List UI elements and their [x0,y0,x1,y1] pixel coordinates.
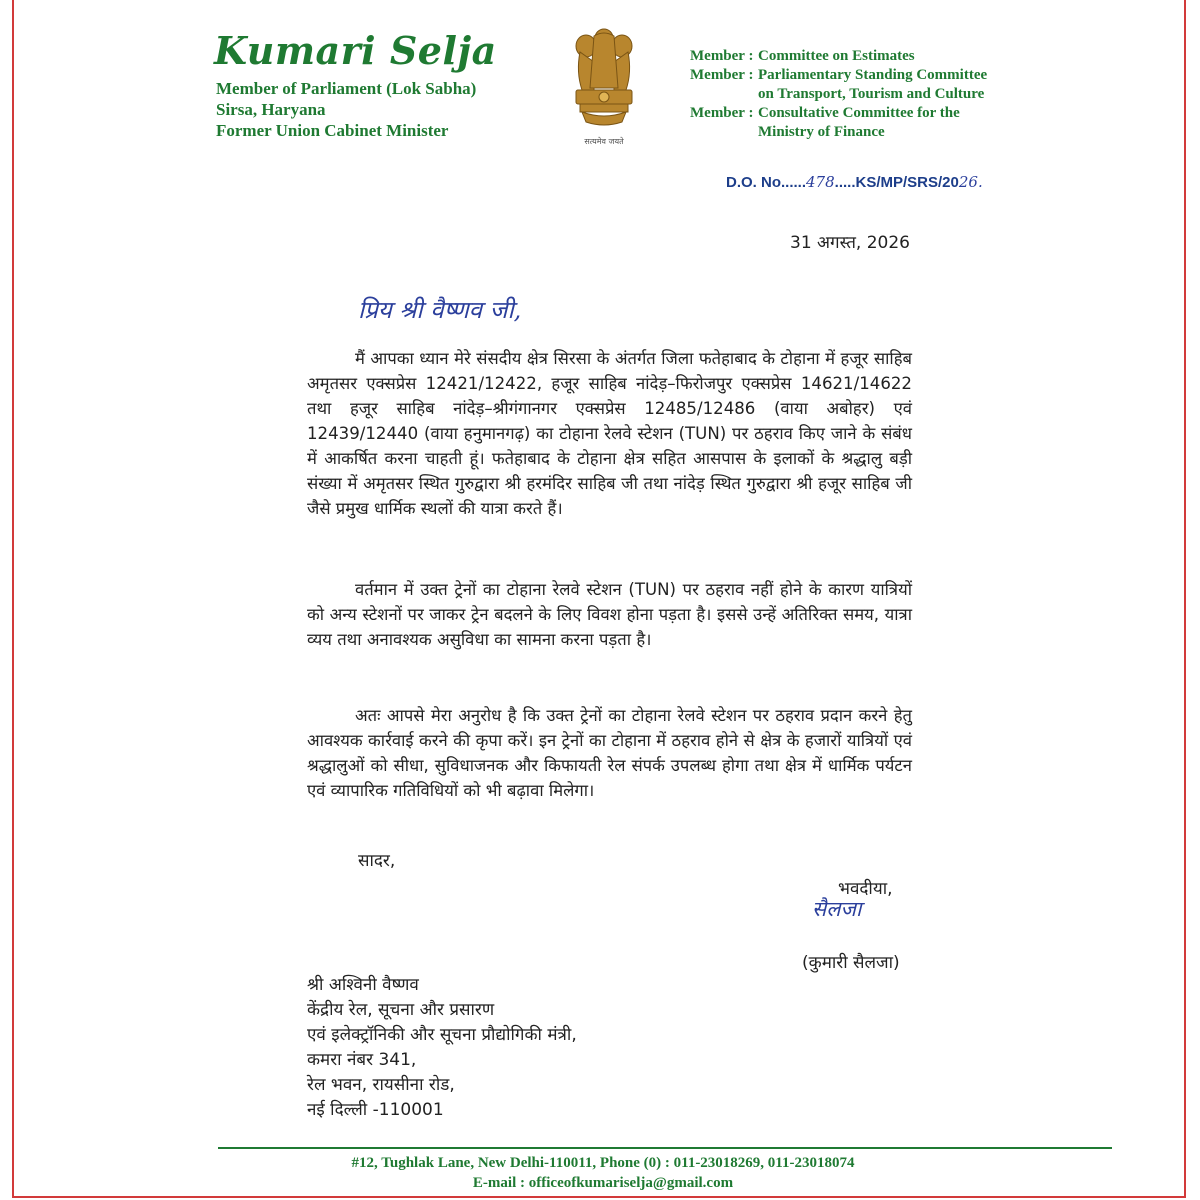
closing: सादर, [358,851,396,871]
reference-prefix: D.O. No. [726,174,786,191]
national-emblem-icon [564,22,644,152]
membership-label: Member : [690,105,754,121]
membership-row [690,47,987,66]
footer-address: #12, Tughlak Lane, New Delhi-110011, Phone (0) : 011-23018269, 011-23018074 [351,1155,855,1171]
body-paragraph: वर्तमान में उक्त ट्रेनों का टोहाना रेलवे स्टेशन (TUN) पर ठहराव नहीं होने के कारण यात्रियों को अन्य स्टेशनों पर जाकर ट्रेन बदलने के लिए विवश होना पड़ता है। इससे उन्हें अतिरिक्त समय, यात्रा व्यय तथा अनावश्यक असुविधा का सामना करना पड़ता है। [307,580,912,649]
reference-year-suffix: 26. [958,173,983,191]
letterhead-designations [216,78,476,141]
recipient-line: एवं इलेक्ट्रॉनिकी और सूचना प्रौद्योगिकी मंत्री, [307,1025,577,1045]
reference-number: D.O. No......478.....KS/MP/SRS/2026. [726,173,983,191]
emblem-motto: सत्यमेव जयते [584,137,624,146]
designation-line: Member of Parliament (Lok Sabha) [216,79,477,98]
letterhead-name: Kumari Selja [214,28,497,73]
recipient-line: केंद्रीय रेल, सूचना और प्रसारण [307,1000,495,1020]
designation-line: Sirsa, Haryana [216,100,326,119]
membership-row [690,104,987,142]
letter-date: 31 अगस्त, 2026 [790,233,910,253]
membership-value: Parliamentary Standing Committee on Transport, Tourism and Culture [758,67,988,102]
membership-value: Committee on Estimates [758,48,915,64]
signatory-name: (कुमारी सैलजा) [802,953,900,973]
recipient-address [307,973,577,1123]
salutation: प्रिय श्री वैष्णव जी, [358,296,522,324]
recipient-line: श्री अश्विनी वैष्णव [307,975,419,995]
membership-label: Member : [690,48,754,64]
membership-label: Member : [690,67,754,83]
designation-line: Former Union Cabinet Minister [216,121,449,140]
reference-code: KS/MP/SRS/20 [855,174,959,191]
reference-handwritten-number: 478 [806,173,835,191]
body-paragraph: अतः आपसे मेरा अनुरोध है कि उक्त ट्रेनों का टोहाना रेलवे स्टेशन पर ठहराव प्रदान करने हेतु आवश्यक कार्रवाई करने की कृपा करें। इन ट्रेनों का टोहाना में ठहराव होने से क्षेत्र के हजारों यात्रियों एवं श्रद्धालुओं को सीधा, सुविधाजनक और किफायती रेल संपर्क उपलब्ध होगा तथा क्षेत्र में धार्मिक पर्यटन एवं व्यापारिक गतिविधियों को भी बढ़ावा मिलेगा। [307,706,912,800]
recipient-line: रेल भवन, रायसीना रोड, [307,1075,455,1095]
footer [218,1153,988,1193]
handwritten-signature: सैलजा [812,897,862,921]
recipient-line: कमरा नंबर 341, [307,1050,417,1070]
footer-divider [218,1147,1112,1149]
committee-memberships [690,47,987,142]
footer-email: E-mail : officeofkumariselja@gmail.com [472,1175,734,1191]
body-paragraph: मैं आपका ध्यान मेरे संसदीय क्षेत्र सिरसा के अंतर्गत जिला फतेहाबाद के टोहाना में हजूर साहिब अमृतसर एक्सप्रेस 12421/12422, हजूर साहिब नांदेड़–फिरोजपुर एक्सप्रेस 14621/14622 तथा हजूर साहिब नांदेड़–श्रीगंगानगर एक्सप्रेस 12485/12486 (वाया अबोहर) एवं 12439/12440 (वाया हनुमानगढ़) का टोहाना रेलवे स्टेशन (TUN) पर ठहराव किए जाने के संबंध में आकर्षित करना चाहती हूं। फतेहाबाद के टोहाना क्षेत्र सहित आसपास के इलाकों के श्रद्धालु बड़ी संख्या में अमृतसर स्थित गुरुद्वारा श्री हरमंदिर साहिब जी तथा नांदेड़ स्थित गुरुद्वारा श्री हजूर साहिब जी जैसे प्रमुख धार्मिक स्थलों की यात्रा करते हैं। [307,349,912,518]
membership-row [690,66,987,104]
recipient-line: नई दिल्ली -110001 [307,1100,444,1120]
sign-off: भवदीया, [838,879,893,899]
membership-value: Consultative Committee for the Ministry of Finance [758,105,960,140]
